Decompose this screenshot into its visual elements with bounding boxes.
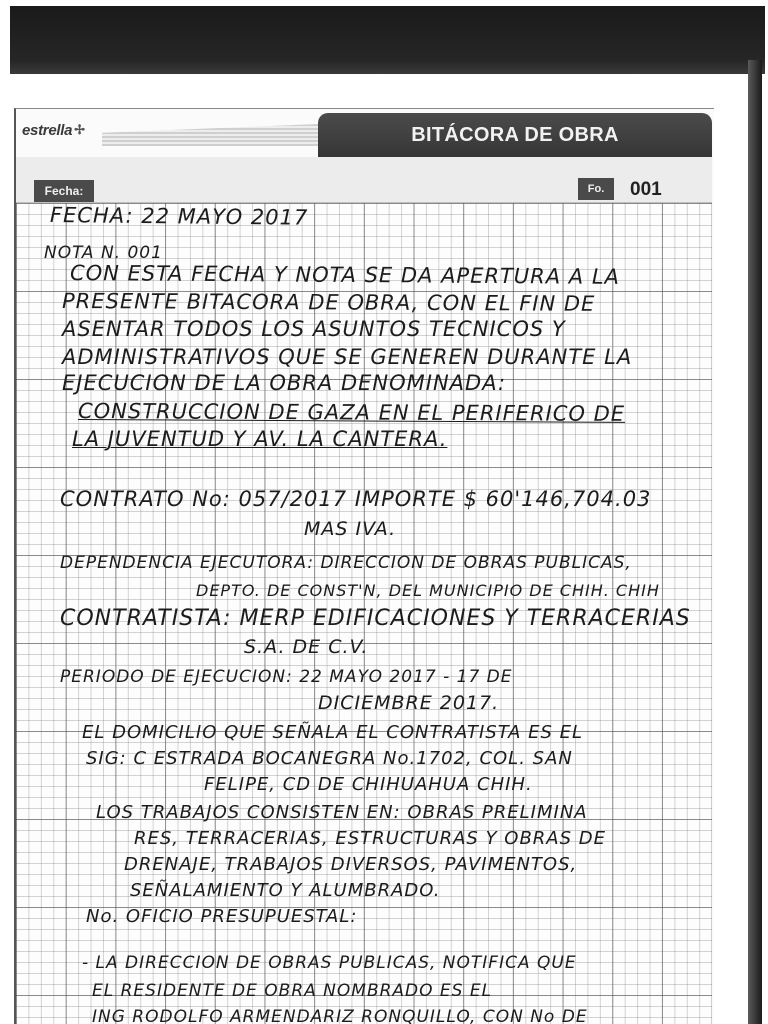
entry-line: EL DOMICILIO QUE SEÑALA EL CONTRATISTA ES EL	[82, 722, 584, 743]
entry-line: PERIODO DE EJECUCION: 22 MAYO 2017 - 17 DE	[60, 667, 513, 687]
entry-line: - LA DIRECCION DE OBRAS PUBLICAS, NOTIFICA QUE	[82, 953, 577, 973]
entry-line: CONTRATISTA: MERP EDIFICACIONES Y TERRACERIAS	[60, 606, 691, 631]
page-title: BITÁCORA DE OBRA	[411, 123, 619, 146]
entry-line: DICIEMBRE 2017.	[318, 692, 500, 714]
entry-line: PRESENTE BITACORA DE OBRA, CON EL FIN DE	[61, 289, 596, 316]
entry-line: ASENTAR TODOS LOS ASUNTOS TECNICOS Y	[62, 317, 566, 341]
entry-line: ING RODOLFO ARMENDARIZ RONQUILLO, CON No DE	[92, 1007, 588, 1024]
entry-line: DEPENDENCIA EJECUTORA: DIRECCION DE OBRAS PUBLICAS,	[60, 553, 632, 573]
entry-line: FECHA: 22 MAYO 2017	[49, 203, 309, 230]
entry-line: MAS IVA.	[304, 518, 397, 540]
entry-line: EJECUCION DE LA OBRA DENOMINADA:	[62, 371, 507, 395]
scan-shadow	[10, 6, 765, 74]
entry-line: EL RESIDENTE DE OBRA NOMBRADO ES EL	[92, 981, 493, 1001]
fecha-label: Fecha:	[34, 180, 94, 202]
entry-line: DEPTO. DE CONST'N, DEL MUNICIPIO DE CHIH. CHIH	[196, 581, 660, 600]
entry-line: FELIPE, CD DE CHIHUAHUA CHIH.	[204, 774, 533, 795]
entry-line: CONSTRUCCION DE GAZA EN EL PERIFERICO DE	[77, 399, 626, 426]
folio-label: Fo.	[578, 178, 614, 200]
entry-line: SEÑALAMIENTO Y ALUMBRADO.	[130, 880, 441, 901]
entry-line: CON ESTA FECHA Y NOTA SE DA APERTURA A LA	[69, 261, 621, 289]
scan-edge	[748, 60, 762, 1024]
title-banner	[318, 113, 712, 157]
entry-line: SIG: C ESTRADA BOCANEGRA No.1702, COL. SAN	[86, 748, 573, 769]
entry-line: LOS TRABAJOS CONSISTEN EN: OBRAS PRELIMINA	[96, 802, 588, 823]
entry-line: RES, TERRACERIAS, ESTRUCTURAS Y OBRAS DE	[134, 828, 606, 849]
entry-line: LA JUVENTUD Y AV. LA CANTERA.	[72, 427, 448, 451]
entry-line: CONTRATO No: 057/2017 IMPORTE $ 60'146,704.03	[60, 487, 652, 511]
brand-name: estrella	[22, 121, 73, 139]
handwritten-entry-grid	[16, 203, 712, 1024]
entry-line: DRENAJE, TRABAJOS DIVERSOS, PAVIMENTOS,	[124, 854, 578, 875]
brand-logo	[22, 118, 85, 142]
entry-line: ADMINISTRATIVOS QUE SE GENEREN DURANTE LA	[62, 345, 633, 369]
folio-number: 001	[630, 179, 662, 200]
entry-line: No. OFICIO PRESUPUESTAL:	[86, 906, 358, 927]
star-cluster-icon: ✢	[74, 122, 85, 137]
entry-line: S.A. DE C.V.	[244, 636, 369, 658]
entry-line: NOTA N. 001	[44, 243, 163, 263]
